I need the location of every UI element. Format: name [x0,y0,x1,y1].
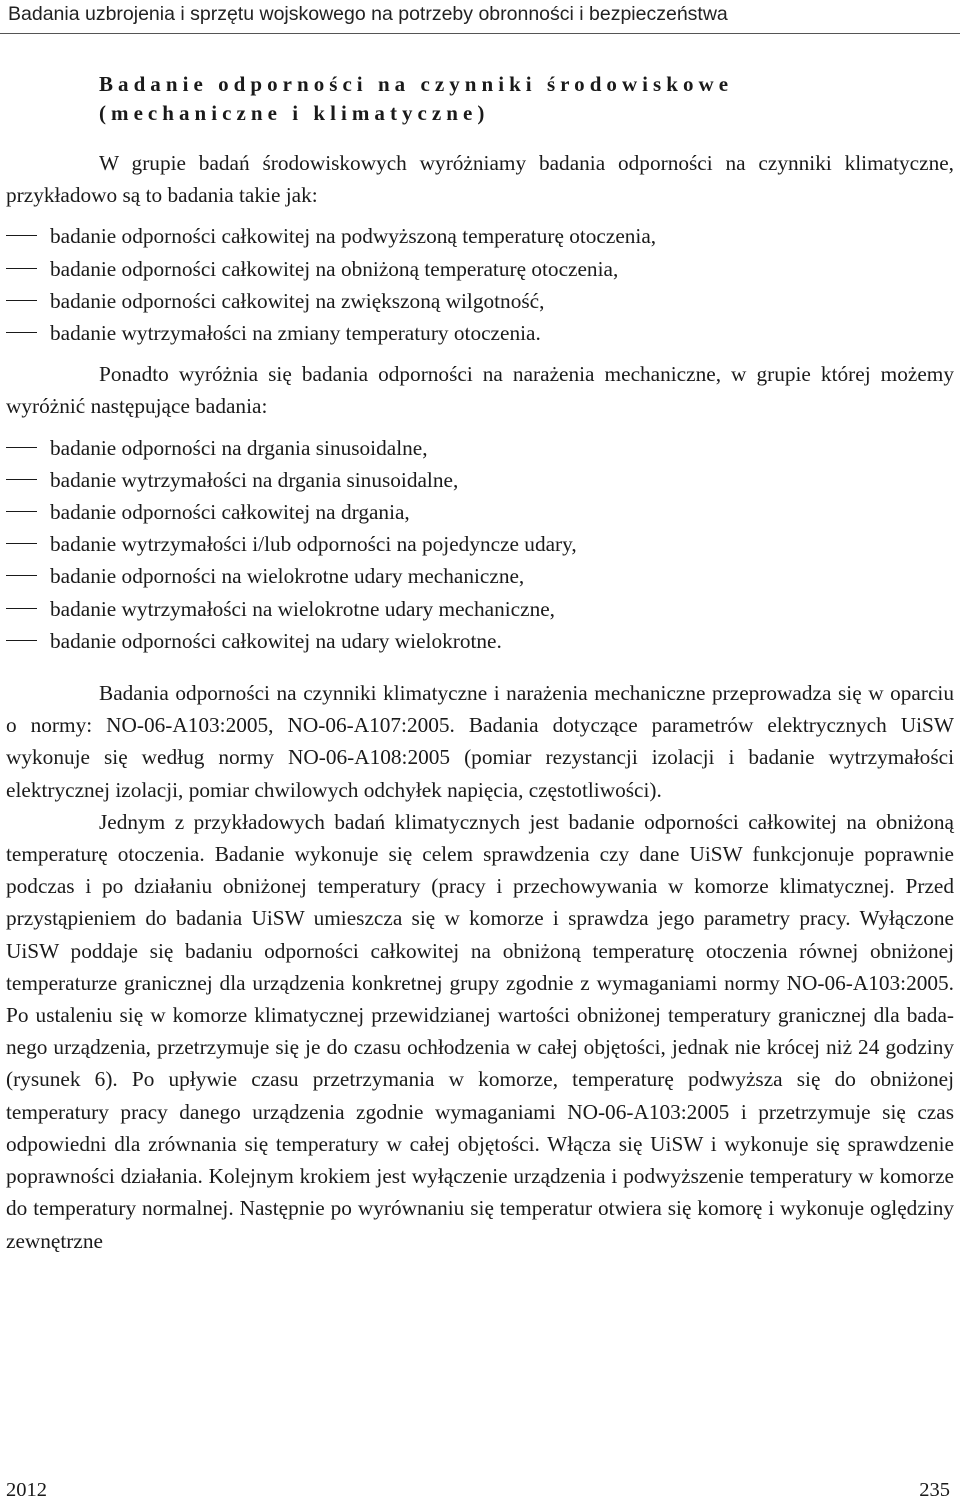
header-rule [0,33,960,34]
paragraph-mechanical-intro: Ponadto wyróżnia się badania odporności na narażenia mechaniczne, w grupie której możemy wyróżnić następujące badania: [6,362,954,419]
footer-year: 2012 [6,1479,47,1501]
paragraph-low-temperature-test: Jednym z przykładowych badań klimatycznych jest badanie odporności całkowitej na obniżoną temperaturę otoczenia. Badanie wykonuje się celem sprawdzenia czy dane UiSW funkcjonuje poprawnie podczas i po działaniu obniżonej temperatury (pracy i przechowywania w komorze klimatycznej. Przed przystąpieniem do badania UiSW umieszcza się w komorze i sprawdza jego parametry pracy. Wyłączone UiSW poddaje się badaniu odporności całkowitej na obniżoną temperaturę otoczenia równej obniżonej temperaturze granicznej dla urządzenia konkretnej grupy zgodnie z wymaganiami normy NO-06-A103:2005. Po ustaleniu się w komorze klimatycznej przewidzianej wartości obniżonej temperatury granicznej dla badanego urządzenia, przetrzymuje się je do czasu ochłodzenia w całej objętości, jednak nie krócej niż 24 godziny (rysunek 6). Po upływie czasu przetrzymania w komorze, temperaturę podwyższa się do obniżonej temperatury pracy danego urządzenia zgodnie wymaganiami NO-06-A103:2005 i przetrzymuje się czas odpowiedni dla zrównania się temperatury w całej objętości. Włącza się UiSW i wykonuje się sprawdzenie poprawności działania. Kolejnym krokiem jest wyłączenie urządzenia i podwyższenie temperatury w komorze do temperatury normalnej. Następnie po wyrównaniu się temperatur otwiera się komorę i wykonuje oględziny zewnętrzne [6,809,954,1253]
climatic-tests-list [6,220,954,349]
list-item: badanie wytrzymałości na drgania sinusoidalne, [6,464,954,496]
running-header: Badania uzbrojenia i sprzętu wojskowego na potrzeby obronności i bezpieczeństwa [8,3,728,25]
paragraph-standards: Badania odporności na czynniki klimatyczne i narażenia mechaniczne przeprowadza się w oparciu o normy: NO-06-A103:2005, NO-06-A107:2005. Badania dotyczące parametrów elektrycznych UiSW wykonuje się według normy NO-06-A108:2005 (pomiar rezystancji izolacji i badanie wytrzymałości elektrycznej izolacji, pomiar chwilowych odchyłek napięcia, częstotliwości). [6,681,954,802]
mechanical-tests-list [6,432,954,657]
section-title [99,70,959,128]
dash-bullet-icon [6,608,37,609]
list-item: badanie wytrzymałości i/lub odporności na pojedyncze udary, [6,528,954,560]
list-item: badanie odporności całkowitej na obniżoną temperaturę otoczenia, [6,253,954,285]
dash-bullet-icon [6,235,37,236]
section-title-line-2: (mechaniczne i klimatyczne) [99,101,490,125]
section-title-line-1: Badanie odporności na czynniki środowiskowe [99,72,734,96]
dash-bullet-icon [6,332,37,333]
list-item: badanie odporności całkowitej na udary wielokrotne. [6,625,954,657]
page-number: 235 [919,1479,950,1501]
list-item: badanie odporności na wielokrotne udary mechaniczne, [6,560,954,592]
dash-bullet-icon [6,447,37,448]
list-item: badanie odporności całkowitej na drgania, [6,496,954,528]
list-item: badanie odporności całkowitej na zwiększoną wilgotność, [6,285,954,317]
list-item: badanie odporności na drgania sinusoidalne, [6,432,954,464]
dash-bullet-icon [6,543,37,544]
body-text [6,147,954,1257]
dash-bullet-icon [6,300,37,301]
list-item: badanie wytrzymałości na zmiany temperatury otoczenia. [6,317,954,349]
paragraph-climatic-intro: W grupie badań środowiskowych wyróżniamy badania odporności na czynniki klimatyczne, przykładowo są to badania takie jak: [6,151,954,208]
dash-bullet-icon [6,479,37,480]
dash-bullet-icon [6,268,37,269]
dash-bullet-icon [6,575,37,576]
list-item: badanie wytrzymałości na wielokrotne udary mechaniczne, [6,593,954,625]
list-item: badanie odporności całkowitej na podwyższoną temperaturę otoczenia, [6,220,954,252]
dash-bullet-icon [6,640,37,641]
dash-bullet-icon [6,511,37,512]
